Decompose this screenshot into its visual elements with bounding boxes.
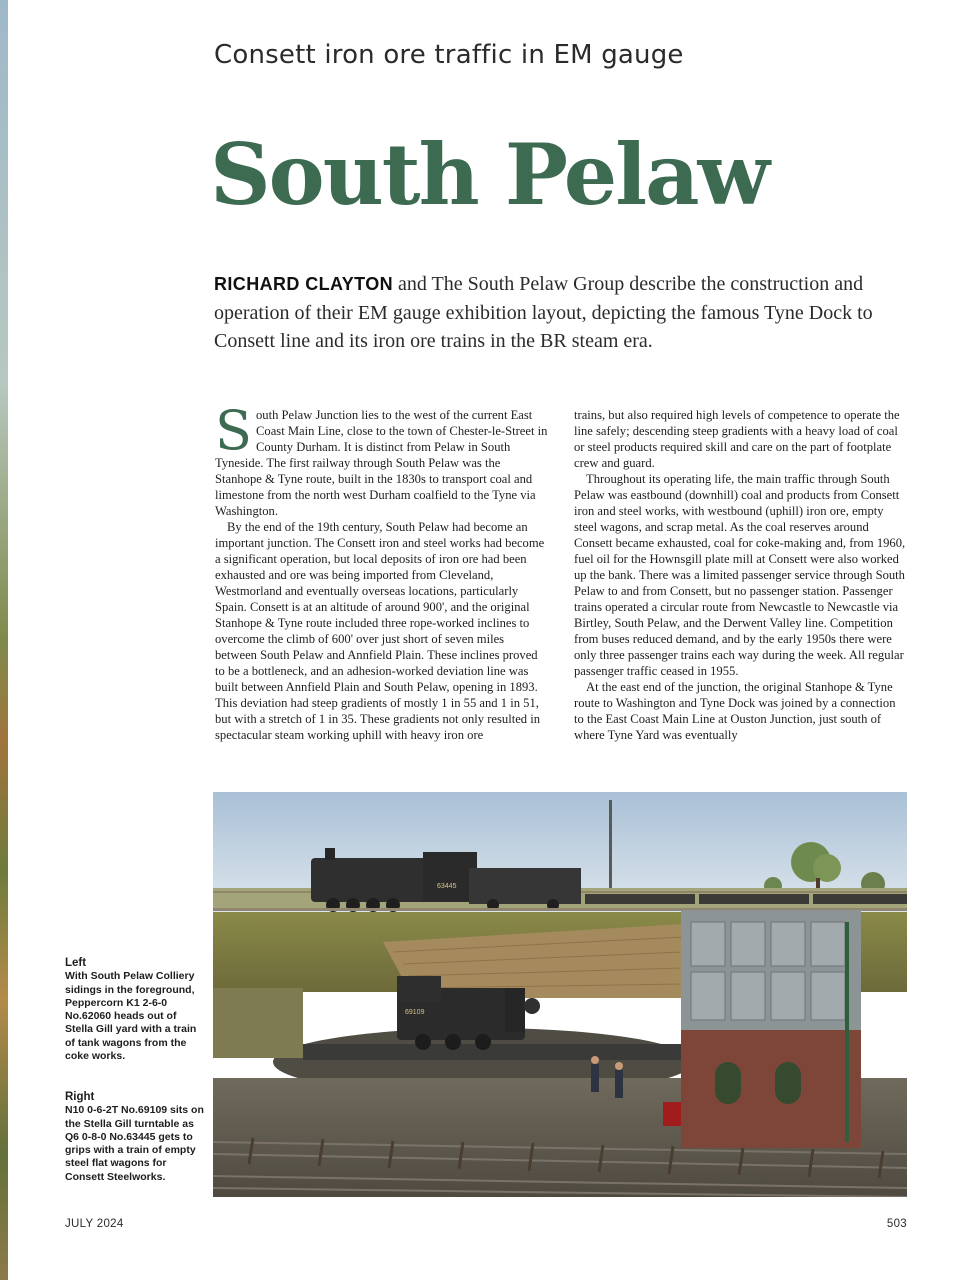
photo-caption-right [65,1091,205,1184]
caption-text: N10 0-6-2T No.69109 sits on the Stella Gill turntable as Q6 0-8-0 No.63445 gets to grips with a train of empty steel flat wagons for Consett Steelworks. [65,1104,204,1183]
drop-cap: S [215,399,252,462]
body-column-right [574,407,908,743]
paragraph-text: outh Pelaw Junction lies to the west of the current East Coast Main Line, close to the town of Chester-le-Street in County Durham. It is distinct from Pelaw in South Tyneside. The first railway through South Pelaw was the Stanhope & Tyne route, built in the 1830s to transport coal and limestone from the north west Durham coalfield to the Tyne via Washington. [215,408,548,518]
body-paragraph: Throughout its operating life, the main traffic through South Pelaw was eastbound (downhill) coal and products from Consett iron and steel works, with westbound (uphill) iron ore, empty steel wagons, and scrap metal. As the coal reserves around Consett became exhausted, coal for coke-making and, from 1960, fuel oil for the Hownsgill plate mill at Consett were also worked up the bank. There was a limited passenger service through South Pelaw to and from Consett, but no passenger station. Passenger trains operated a circular route from Newcastle to Newcastle via Birtley, South Pelaw, and the Derwent Valley line. Competition from buses reduced demand, and by the early 1950s there were only three passenger trains each way during the week. All regular passenger traffic ceased in 1955. [574,472,906,678]
caption-heading: Left [65,957,87,969]
body-paragraph [215,399,549,519]
body-paragraph: At the east end of the junction, the original Stanhope & Tyne route to Washington and Tyne Dock was joined by a connection to the East Coast Main Line at Ouston Junction, just south of where Tyne Yard was eventually [574,680,896,742]
previous-page-photo-edge [0,0,8,1280]
issue-date: JULY 2024 [65,1218,124,1230]
body-paragraph: trains, but also required high levels of competence to operate the line safely; descending steep gradients with a heavy load of coal or steel products required skill and care on the part of footplate crew and guard. [574,408,900,470]
caption-text: With South Pelaw Colliery sidings in the foreground, Peppercorn K1 2-6-0 No.62060 heads out of Stella Gill yard with a train of tank wagons from the coke works. [65,970,197,1063]
body-column-left [215,399,549,743]
loco-number-lower: 69109 [405,1009,425,1016]
caption-heading: Right [65,1091,95,1103]
photo-caption-left [65,957,205,1063]
article-standfirst [214,270,904,356]
author-byline: RICHARD CLAYTON [214,274,394,294]
article-title: South Pelaw [210,125,768,224]
standfirst-text: and The South Pelaw Group describe the construction and operation of their EM gauge exhibition layout, depicting the famous Tyne Dock to Consett line and its iron ore trains in the BR steam era. [214,273,873,352]
page-number: 503 [886,1218,907,1230]
loco-number-upper: 63445 [437,883,457,890]
article-kicker: Consett iron ore traffic in EM gauge [214,40,684,70]
layout-photo [213,792,907,1197]
body-paragraph: By the end of the 19th century, South Pelaw had become an important junction. The Consett iron and steel works had become a significant operation, but local deposits of iron ore had been exhausted and ore was being imported from Cleveland, Westmorland and eventually overseas locations, particularly Spain. Consett is at an altitude of around 900', and the original Stanhope & Tyne route included three rope-worked inclines to overcome the climb of 600' over just short of seven miles between South Pelaw and Annfield Plain. These inclines proved to be a bottleneck, and an adhesion-worked deviation line was built between Annfield Plain and South Pelaw, opening in 1893. This deviation had steep gradients of mostly 1 in 55 and 1 in 51, but with a stretch of 1 in 35. These gradients not only resulted in spectacular steam working uphill with heavy iron ore [215,520,545,742]
